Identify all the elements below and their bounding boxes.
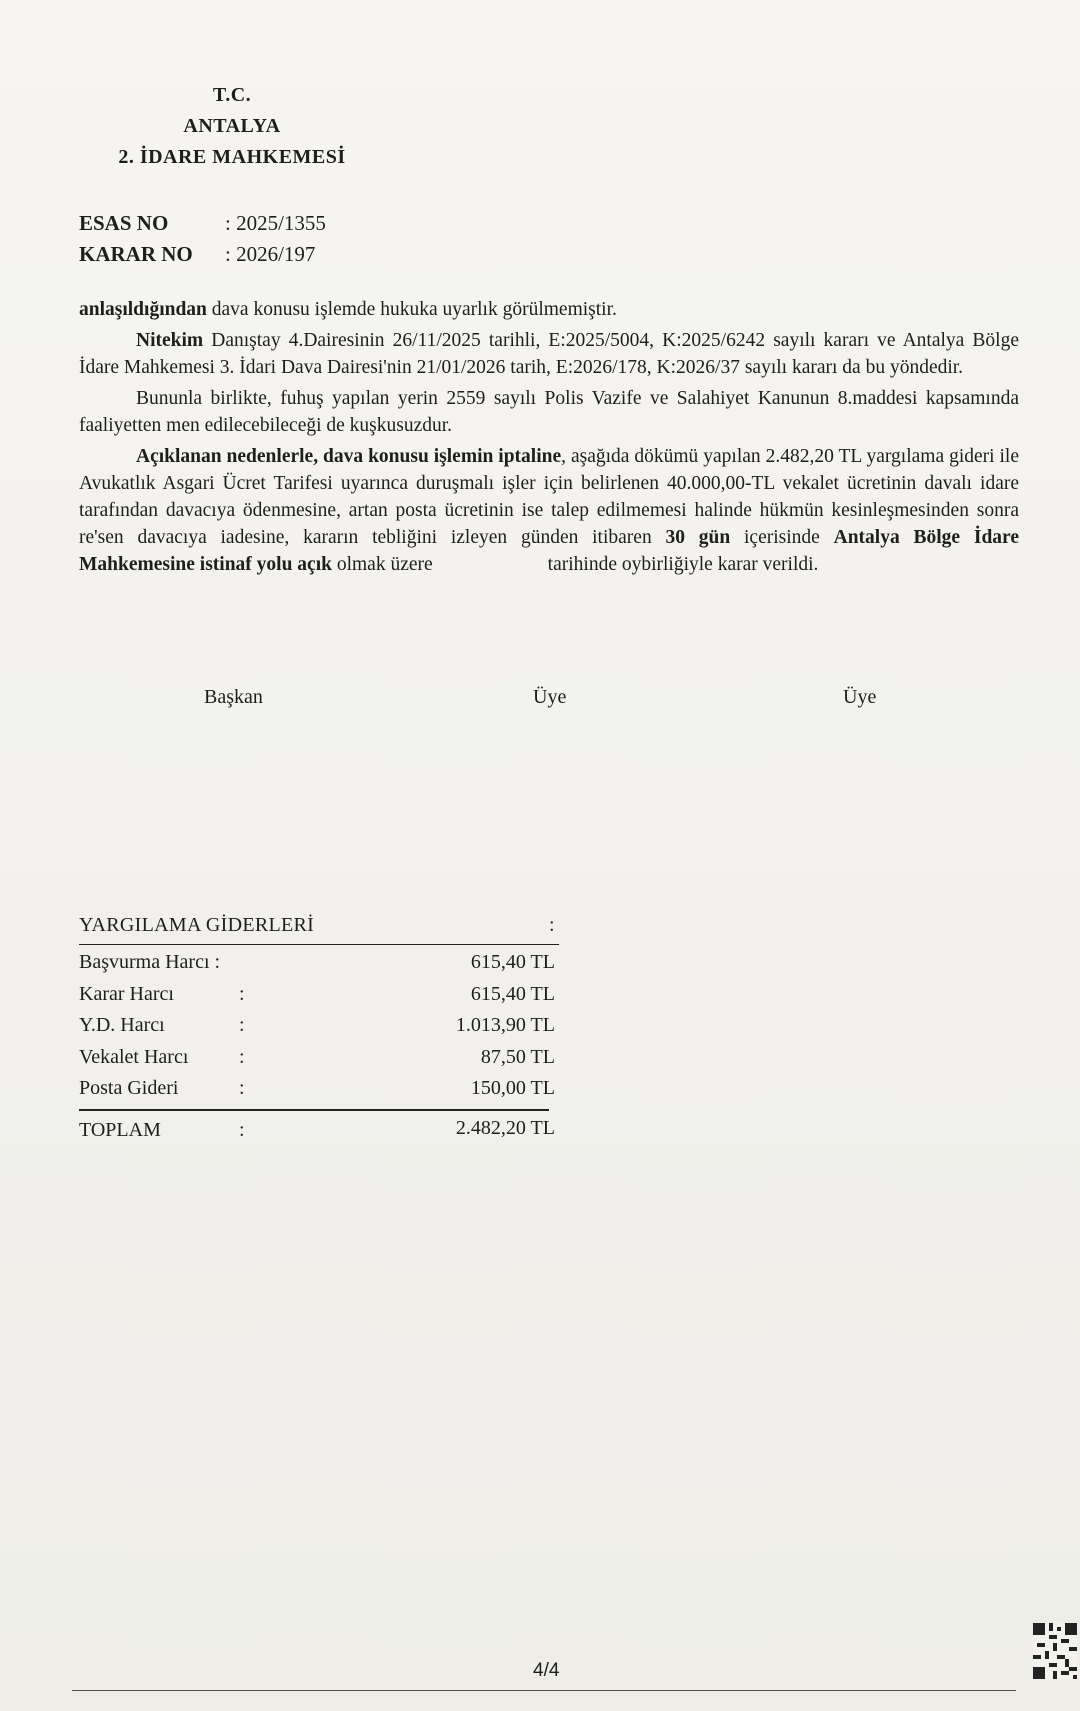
decision-text <box>79 296 1019 582</box>
cost-row <box>79 945 559 977</box>
total-colon: : <box>239 1118 245 1141</box>
signature-baskan: Başkan <box>204 686 263 708</box>
cost-colon: : <box>239 1077 245 1099</box>
court-header <box>82 80 382 173</box>
page-number: 4/4 <box>533 1660 560 1681</box>
p3-text: Bununla birlikte, fuhuş yapılan yerin 2559 sayılı Polis Vazife ve Salahiyet Kanunun 8.maddesi kapsamında faaliyetten men edilecebileceği de kuşkusuzdur. <box>79 388 1019 436</box>
total-label: TOPLAM <box>79 1118 161 1141</box>
p4-bold-3: Antalya Bölge İdare Mahkemesine istinaf yolu açık <box>79 527 1019 575</box>
cost-name: Karar Harcı <box>79 982 174 1005</box>
cost-row <box>79 1008 559 1040</box>
cost-colon: : <box>239 1014 245 1036</box>
cost-colon: : <box>239 982 245 1005</box>
cost-value: 87,50 TL <box>480 1045 555 1068</box>
cost-value: 615,40 TL <box>470 982 555 1005</box>
header-court: 2. İDARE MAHKEMESİ <box>118 146 346 168</box>
p4-bold-2: 30 gün <box>665 527 731 548</box>
qr-code-icon <box>1033 1623 1077 1679</box>
p4-text-3: olmak üzere <box>331 554 433 575</box>
cost-row <box>79 977 559 1009</box>
costs-title-row <box>79 914 559 945</box>
karar-label: KARAR NO <box>79 242 193 266</box>
cost-value: 615,40 TL <box>470 951 555 973</box>
paragraph-2 <box>79 327 1019 381</box>
total-value: 2.482,20 TL <box>455 1116 555 1139</box>
p4-text-1: , aşağıda dökümü yapılan 2.482,20 TL yargılama gideri ile Avukatlık Asgari Ücret Tarifesi uyarınca duruşmalı işler için belirlenen 40.000,00-TL vekalet ücretinin davalı idare tarafından davacıya ödenmesine, artan posta ücretinin ise talep edilmemesi halinde hükmün kesinleşmesinden sonra re'sen davacıya iadesine, kararın tebliğini izleyen günden itibaren <box>79 446 1019 548</box>
esas-value: : 2025/1355 <box>225 211 326 235</box>
costs-title-colon: : <box>549 914 555 936</box>
p4-text-2: içerisinde <box>730 527 834 548</box>
footer-divider <box>72 1690 1016 1691</box>
header-tc: T.C. <box>212 84 252 106</box>
cost-name: Posta Gideri <box>79 1077 179 1099</box>
p4-text-4: tarihinde oybirliğiyle karar verildi. <box>547 554 819 575</box>
esas-row <box>79 208 326 239</box>
esas-label: ESAS NO <box>79 211 169 235</box>
karar-row <box>79 239 326 270</box>
total-row <box>79 1111 559 1145</box>
paragraph-3 <box>79 385 1019 439</box>
cost-name: Başvurma Harcı : <box>79 951 221 973</box>
cost-row <box>79 1040 559 1072</box>
cost-value: 1.013,90 TL <box>455 1014 555 1036</box>
cost-value: 150,00 TL <box>470 1077 555 1099</box>
p2-text: Danıştay 4.Dairesinin 26/11/2025 tarihli, E:2025/5004, K:2025/6242 sayılı kararı ve Antalya Bölge İdare Mahkemesi 3. İdari Dava Dairesi'nin 21/01/2026 tarih, E:2026/178, K:2026/37 sayılı kararı da bu yöndedir. <box>79 330 1019 378</box>
header-city: ANTALYA <box>183 115 281 137</box>
karar-value: : 2026/197 <box>225 242 316 266</box>
signature-uye-2: Üye <box>843 686 877 708</box>
paragraph-1 <box>79 296 1019 323</box>
paragraph-4 <box>79 443 1019 578</box>
p4-bold-1: Açıklanan nedenlerle, dava konusu işlemin iptaline <box>136 446 562 467</box>
cost-row <box>79 1071 559 1103</box>
cost-name: Y.D. Harcı <box>79 1014 165 1036</box>
signature-uye-1: Üye <box>533 686 567 708</box>
case-numbers <box>79 208 326 270</box>
costs-table <box>79 914 559 1145</box>
p2-bold: Nitekim <box>136 330 204 351</box>
p1-text: dava konusu işlemde hukuka uyarlık görülmemiştir. <box>206 299 617 320</box>
cost-name: Vekalet Harcı <box>79 1045 189 1068</box>
cost-colon: : <box>239 1045 245 1068</box>
p1-bold: anlaşıldığından <box>79 299 207 320</box>
costs-title: YARGILAMA GİDERLERİ <box>79 914 315 936</box>
